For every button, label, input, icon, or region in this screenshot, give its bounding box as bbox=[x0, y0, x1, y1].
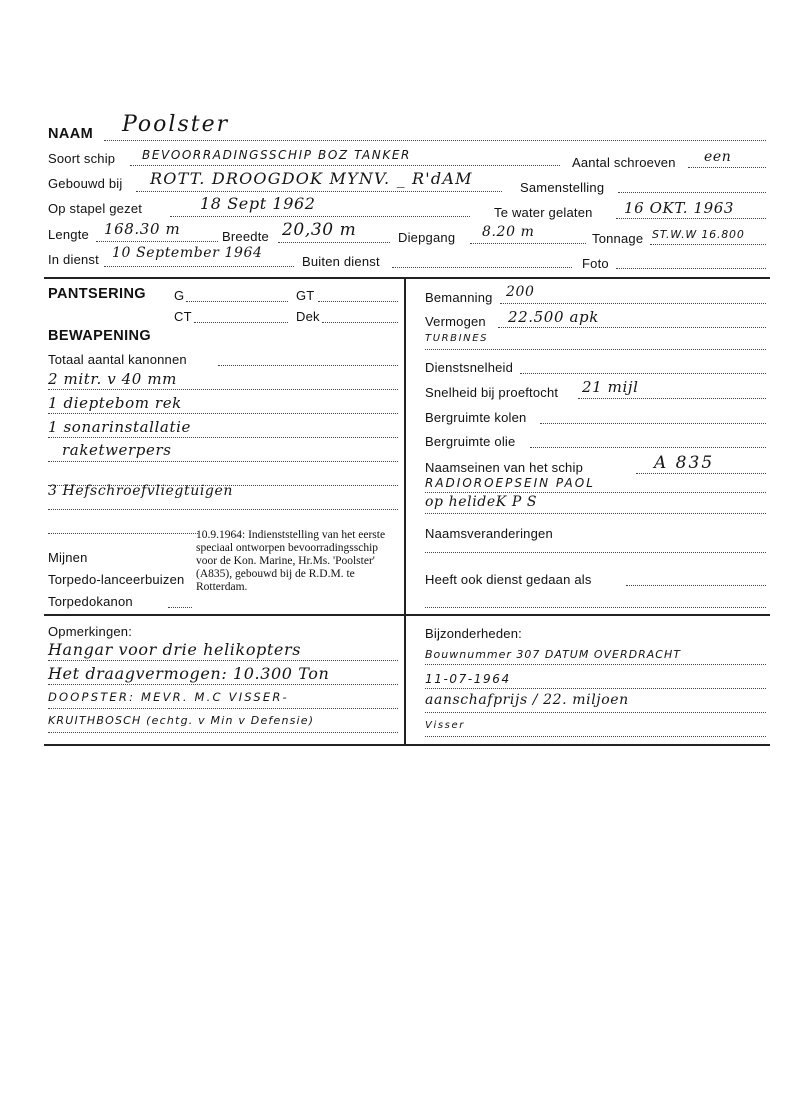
opmerking-rule bbox=[48, 708, 398, 709]
gt-label: GT bbox=[296, 288, 315, 303]
indienst-label: In dienst bbox=[48, 252, 99, 267]
opmerking-line: Het draagvermogen: 10.300 Ton bbox=[48, 664, 330, 683]
vermogen-value: 22.500 apk bbox=[508, 308, 599, 326]
vermogen-label: Vermogen bbox=[425, 314, 486, 329]
bottom-rule bbox=[44, 744, 770, 746]
buiten-line bbox=[392, 267, 572, 268]
opmerking-line: KRUITHBOSCH (echtg. v Min v Defensie) bbox=[48, 714, 315, 727]
g-line bbox=[186, 301, 288, 302]
gebouwd-line bbox=[136, 191, 502, 192]
indienst-value: 10 September 1964 bbox=[112, 245, 263, 261]
arm-line: 1 dieptebom rek bbox=[48, 394, 182, 412]
vermogen-line bbox=[498, 327, 766, 328]
bijzonderheden-rule bbox=[425, 664, 766, 665]
naam-line bbox=[104, 140, 766, 141]
heeft-line bbox=[626, 585, 766, 586]
totaal-label: Totaal aantal kanonnen bbox=[48, 352, 187, 367]
buiten-label: Buiten dienst bbox=[302, 254, 380, 269]
arm-rule bbox=[48, 389, 398, 390]
naamseinen-value: A 835 bbox=[654, 453, 715, 473]
dek-line bbox=[322, 322, 398, 323]
olie-line bbox=[530, 447, 766, 448]
vermogen-extra-line bbox=[425, 349, 766, 350]
bijzonderheden-line: 11-07-1964 bbox=[425, 672, 511, 686]
lengte-label: Lengte bbox=[48, 227, 89, 242]
indienst-line bbox=[104, 266, 294, 267]
soort-value: BEVOORRADINGSSCHIP BOZ TANKER bbox=[142, 148, 411, 162]
heli-line bbox=[425, 513, 766, 514]
torpedokanon-label: Torpedokanon bbox=[48, 594, 133, 609]
naamsveranderingen-label: Naamsveranderingen bbox=[425, 526, 553, 541]
middle-bottom-rule bbox=[44, 614, 770, 616]
top-rule bbox=[44, 277, 770, 279]
pantsering-label: PANTSERING bbox=[48, 286, 146, 302]
bemanning-line bbox=[500, 303, 766, 304]
stapel-value: 18 Sept 1962 bbox=[200, 194, 316, 213]
opmerking-line: DOOPSTER: MEVR. M.C VISSER- bbox=[48, 690, 289, 704]
bemanning-value: 200 bbox=[506, 284, 535, 300]
schroeven-line bbox=[688, 167, 766, 168]
opmerking-rule bbox=[48, 732, 398, 733]
arm-rule bbox=[48, 437, 398, 438]
snelheid-value: 21 mijl bbox=[582, 378, 639, 396]
arm-rule bbox=[48, 509, 398, 510]
olie-label: Bergruimte olie bbox=[425, 434, 516, 449]
foto-line bbox=[616, 268, 766, 269]
breedte-label: Breedte bbox=[222, 229, 269, 244]
dienstsnelheid-line bbox=[520, 373, 766, 374]
breedte-line bbox=[278, 242, 390, 243]
opmerking-line: Hangar voor drie helikopters bbox=[48, 640, 302, 659]
water-label: Te water gelaten bbox=[494, 205, 593, 220]
arm-rule bbox=[48, 533, 198, 534]
naamseinen-line bbox=[636, 473, 766, 474]
water-line bbox=[616, 218, 766, 219]
torpedokanon-line bbox=[168, 607, 192, 608]
mijnen-label: Mijnen bbox=[48, 550, 88, 565]
tonnage-label: Tonnage bbox=[592, 231, 644, 246]
arm-rule bbox=[48, 461, 398, 462]
bijzonderheden-line: aanschafprijs / 22. miljoen bbox=[425, 692, 629, 708]
bijzonderheden-label: Bijzonderheden: bbox=[425, 626, 522, 641]
diepgang-line bbox=[470, 243, 586, 244]
vermogen-extra: TURBINES bbox=[425, 333, 489, 344]
arm-line: 1 sonarinstallatie bbox=[48, 418, 191, 436]
schroeven-value: een bbox=[704, 149, 732, 165]
bijzonderheden-rule bbox=[425, 712, 766, 713]
snelheid-label: Snelheid bij proeftocht bbox=[425, 385, 559, 400]
schroeven-label: Aantal schroeven bbox=[572, 155, 676, 170]
heli-value: op helideK P S bbox=[425, 494, 538, 510]
kolen-label: Bergruimte kolen bbox=[425, 410, 527, 425]
ct-line bbox=[194, 322, 288, 323]
bijzonderheden-rule bbox=[425, 688, 766, 689]
dek-label: Dek bbox=[296, 309, 320, 324]
lengte-line bbox=[96, 241, 218, 242]
tonnage-line bbox=[650, 244, 766, 245]
heeft-line-2 bbox=[425, 607, 766, 608]
kolen-line bbox=[540, 423, 766, 424]
gt-line bbox=[318, 301, 398, 302]
heeft-label: Heeft ook dienst gedaan als bbox=[425, 572, 592, 587]
typed-note: 10.9.1964: Indienststelling van het eerste speciaal ontworpen bevoorradingsschip voor de Kon. Marine, Hr.Ms. 'Poolster' (A835), gebouwd bij de R.D.M. te Rotterdam. bbox=[196, 529, 386, 593]
gebouwd-label: Gebouwd bij bbox=[48, 176, 123, 191]
bewapening-label: BEWAPENING bbox=[48, 328, 152, 344]
opmerking-rule bbox=[48, 660, 398, 661]
bemanning-label: Bemanning bbox=[425, 290, 493, 305]
radio-line bbox=[425, 492, 766, 493]
breedte-value: 20,30 m bbox=[282, 220, 357, 240]
radio-value: RADIOROEPSEIN PAOL bbox=[425, 476, 595, 490]
samenstelling-line bbox=[618, 192, 766, 193]
diepgang-label: Diepgang bbox=[398, 230, 456, 245]
arm-line: 3 Hefschroefvliegtuigen bbox=[48, 483, 233, 499]
bijzonderheden-line: Bouwnummer 307 DATUM OVERDRACHT bbox=[425, 648, 681, 661]
lengte-value: 168.30 m bbox=[104, 220, 181, 238]
samenstelling-label: Samenstelling bbox=[520, 180, 605, 195]
stapel-line bbox=[170, 216, 470, 217]
middle-divider bbox=[404, 278, 406, 616]
ct-label: CT bbox=[174, 309, 192, 324]
opmerkingen-label: Opmerkingen: bbox=[48, 624, 133, 639]
water-value: 16 OKT. 1963 bbox=[624, 199, 735, 217]
bijzonderheden-line: Visser bbox=[425, 720, 465, 731]
foto-label: Foto bbox=[582, 256, 609, 271]
arm-rule bbox=[48, 413, 398, 414]
arm-line: 2 mitr. v 40 mm bbox=[48, 370, 177, 388]
naamsveranderingen-line bbox=[425, 552, 766, 553]
snelheid-line bbox=[578, 398, 766, 399]
stapel-label: Op stapel gezet bbox=[48, 201, 143, 216]
gebouwd-value: ROTT. DROOGDOK MYNV. _ R'dAM bbox=[150, 169, 473, 188]
g-label: G bbox=[174, 288, 185, 303]
naam-label: NAAM bbox=[48, 126, 94, 142]
tonnage-value: ST.W.W 16.800 bbox=[652, 228, 745, 241]
soort-label: Soort schip bbox=[48, 151, 116, 166]
naamseinen-label: Naamseinen van het schip bbox=[425, 460, 584, 475]
totaal-line bbox=[218, 365, 398, 366]
diepgang-value: 8.20 m bbox=[482, 224, 535, 240]
opmerking-rule bbox=[48, 684, 398, 685]
bottom-divider bbox=[404, 615, 406, 745]
dienstsnelheid-label: Dienstsnelheid bbox=[425, 360, 514, 375]
torpedo-lanceer-label: Torpedo-lanceerbuizen bbox=[48, 572, 185, 587]
soort-line bbox=[130, 165, 560, 166]
bijzonderheden-rule bbox=[425, 736, 766, 737]
arm-line: raketwerpers bbox=[62, 441, 172, 459]
naam-value: Poolster bbox=[122, 112, 230, 137]
